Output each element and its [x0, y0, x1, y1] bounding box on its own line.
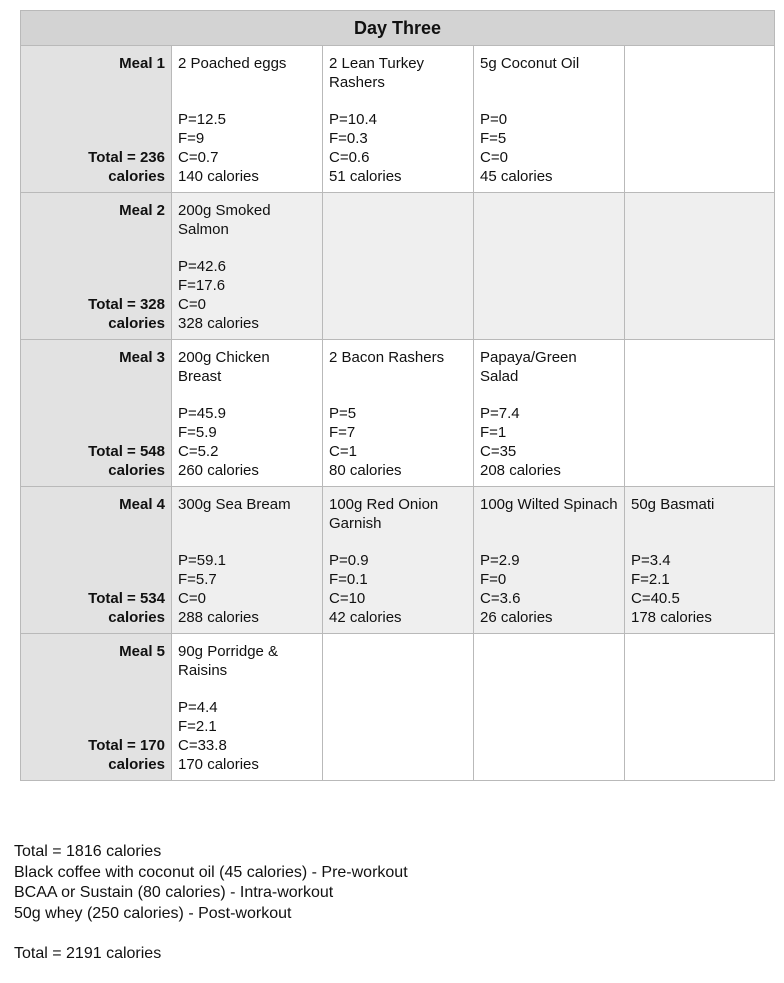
meal-row	[21, 634, 775, 781]
meal-total-value: Total = 236	[88, 149, 165, 166]
food-name: 2 Bacon Rashers	[329, 349, 445, 366]
protein-value: P=7.4	[480, 405, 520, 422]
grand-total-line: Total = 2191 calories	[14, 945, 162, 962]
meal-plan-table	[20, 10, 775, 781]
food-name: 2 Poached eggs	[178, 55, 287, 72]
food-item-cell	[323, 193, 474, 340]
fat-value: F=2.1	[631, 571, 670, 588]
meal-total-value: Total = 328	[88, 296, 165, 313]
meal-name: Meal 3	[119, 349, 165, 366]
calories-value: 260 calories	[178, 462, 259, 479]
macros	[480, 551, 618, 627]
fat-value: F=1	[480, 424, 507, 441]
food-name: 100g Red Onion Garnish	[329, 496, 439, 532]
food-item-cell	[625, 340, 775, 487]
meal-name: Meal 4	[119, 496, 165, 513]
calories-value: 42 calories	[329, 609, 402, 626]
meal-total-value: Total = 170	[88, 737, 165, 754]
food-item-cell	[474, 193, 625, 340]
carbs-value: C=0	[178, 296, 206, 313]
fat-value: F=5	[480, 130, 507, 147]
fat-value: F=0	[480, 571, 507, 588]
macros	[329, 110, 467, 186]
food-name: 200g Chicken Breast	[178, 349, 270, 385]
fat-value: F=7	[329, 424, 356, 441]
meal-total	[88, 736, 165, 774]
meal-total-value: Total = 534	[88, 590, 165, 607]
meal-total-unit: calories	[108, 462, 165, 479]
meal-row	[21, 46, 775, 193]
fat-value: F=5.9	[178, 424, 217, 441]
food-item-cell	[474, 340, 625, 487]
food-item-cell	[172, 634, 323, 781]
meal-row	[21, 193, 775, 340]
meal-name: Meal 1	[119, 55, 165, 72]
food-item-cell	[474, 46, 625, 193]
calories-value: 140 calories	[178, 168, 259, 185]
carbs-value: C=0.6	[329, 149, 370, 166]
food-item-cell	[625, 487, 775, 634]
meal-row	[21, 340, 775, 487]
intra-workout-line: BCAA or Sustain (80 calories) - Intra-workout	[14, 884, 334, 901]
macros	[480, 110, 618, 186]
protein-value: P=45.9	[178, 405, 226, 422]
food-item-cell	[625, 634, 775, 781]
summary-notes	[14, 842, 408, 965]
food-name: 200g Smoked Salmon	[178, 202, 271, 238]
food-item-cell	[323, 487, 474, 634]
food-item-cell	[172, 193, 323, 340]
food-item-cell	[323, 340, 474, 487]
protein-value: P=59.1	[178, 552, 226, 569]
protein-value: P=42.6	[178, 258, 226, 275]
fat-value: F=5.7	[178, 571, 217, 588]
calories-value: 51 calories	[329, 168, 402, 185]
food-name: 2 Lean Turkey Rashers	[329, 55, 425, 91]
macros	[631, 551, 768, 627]
protein-value: P=0	[480, 111, 508, 128]
meal-total-unit: calories	[108, 315, 165, 332]
calories-value: 170 calories	[178, 756, 259, 773]
fat-value: F=17.6	[178, 277, 226, 294]
meal-label-cell	[21, 193, 172, 340]
subtotal-line: Total = 1816 calories	[14, 843, 162, 860]
meal-name: Meal 5	[119, 643, 165, 660]
macros	[480, 404, 618, 480]
meal-total	[88, 589, 165, 627]
food-item-cell	[323, 634, 474, 781]
carbs-value: C=40.5	[631, 590, 680, 607]
fat-value: F=9	[178, 130, 205, 147]
carbs-value: C=35	[480, 443, 517, 460]
carbs-value: C=5.2	[178, 443, 219, 460]
calories-value: 328 calories	[178, 315, 259, 332]
food-name: 300g Sea Bream	[178, 496, 291, 513]
food-item-cell	[474, 487, 625, 634]
carbs-value: C=0	[178, 590, 206, 607]
protein-value: P=4.4	[178, 699, 218, 716]
fat-value: F=0.3	[329, 130, 368, 147]
meal-plan-sheet	[20, 10, 774, 781]
fat-value: F=0.1	[329, 571, 368, 588]
meal-total	[88, 295, 165, 333]
food-name: Papaya/Green Salad	[480, 349, 577, 385]
macros	[178, 110, 316, 186]
macros	[329, 404, 467, 480]
fat-value: F=2.1	[178, 718, 217, 735]
meal-label-cell	[21, 340, 172, 487]
food-item-cell	[625, 193, 775, 340]
meal-total-unit: calories	[108, 756, 165, 773]
calories-value: 45 calories	[480, 168, 553, 185]
carbs-value: C=33.8	[178, 737, 227, 754]
protein-value: P=2.9	[480, 552, 520, 569]
food-item-cell	[172, 487, 323, 634]
calories-value: 288 calories	[178, 609, 259, 626]
table-title: Day Three	[21, 11, 775, 46]
protein-value: P=5	[329, 405, 357, 422]
pre-workout-line: Black coffee with coconut oil (45 calories) - Pre-workout	[14, 863, 408, 881]
food-name: 5g Coconut Oil	[480, 55, 580, 72]
meal-total	[88, 442, 165, 480]
calories-value: 26 calories	[480, 609, 553, 626]
carbs-value: C=0	[480, 149, 508, 166]
calories-value: 178 calories	[631, 609, 712, 626]
macros	[178, 698, 316, 774]
calories-value: 80 calories	[329, 462, 402, 479]
macros	[178, 404, 316, 480]
protein-value: P=10.4	[329, 111, 377, 128]
calories-value: 208 calories	[480, 462, 561, 479]
meal-total-value: Total = 548	[88, 443, 165, 460]
meal-total	[88, 148, 165, 186]
protein-value: P=3.4	[631, 552, 671, 569]
food-item-cell	[323, 46, 474, 193]
food-item-cell	[172, 340, 323, 487]
meal-name: Meal 2	[119, 202, 165, 219]
food-name: 50g Basmati	[631, 496, 715, 513]
food-name: 90g Porridge & Raisins	[178, 643, 279, 679]
carbs-value: C=10	[329, 590, 366, 607]
carbs-value: C=0.7	[178, 149, 219, 166]
macros	[178, 257, 316, 333]
food-item-cell	[474, 634, 625, 781]
post-workout-line: 50g whey (250 calories) - Post-workout	[14, 904, 292, 922]
meal-total-unit: calories	[108, 609, 165, 626]
food-name: 100g Wilted Spinach	[480, 496, 618, 513]
protein-value: P=0.9	[329, 552, 369, 569]
meal-label-cell	[21, 487, 172, 634]
carbs-value: C=1	[329, 443, 357, 460]
protein-value: P=12.5	[178, 111, 226, 128]
food-item-cell	[625, 46, 775, 193]
meal-row	[21, 487, 775, 634]
meal-total-unit: calories	[108, 168, 165, 185]
meal-label-cell	[21, 634, 172, 781]
macros	[178, 551, 316, 627]
meal-label-cell	[21, 46, 172, 193]
carbs-value: C=3.6	[480, 590, 521, 607]
macros	[329, 551, 467, 627]
food-item-cell	[172, 46, 323, 193]
